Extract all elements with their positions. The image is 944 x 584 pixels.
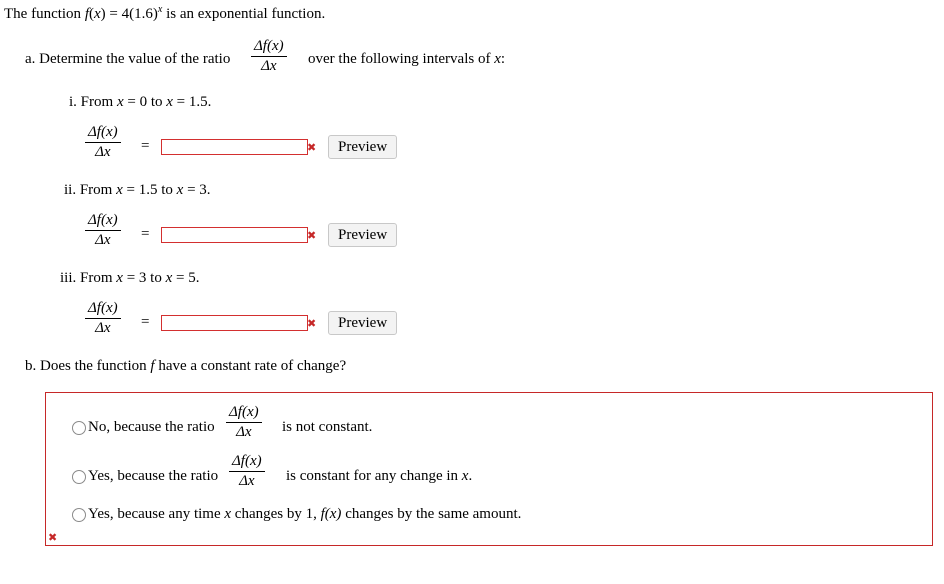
- option-no-suffix: is not constant.: [282, 419, 373, 435]
- option-yes-ratio-suffix: is constant for any change in x.: [286, 468, 473, 484]
- option-yes-amount-label: Yes, because any time x changes by 1, f(x) changes by the same amount.: [88, 506, 522, 522]
- answer-input-iii[interactable]: [161, 315, 308, 331]
- answer-input-ii[interactable]: [161, 227, 308, 243]
- option-yes-amount-radio[interactable]: [72, 508, 86, 522]
- ratio-fraction: Δf(x) Δx: [85, 212, 121, 249]
- option-yes-ratio-radio[interactable]: [72, 470, 86, 484]
- part-a-prefix: a. Determine the value of the ratio: [25, 51, 231, 67]
- part-a-suffix: over the following intervals of x:: [308, 51, 506, 67]
- option-no-label: No, because the ratio: [88, 419, 215, 435]
- ratio-fraction: Δf(x) Δx: [229, 453, 265, 490]
- answer-input-i[interactable]: [161, 139, 308, 155]
- ratio-fraction: Δf(x) Δx: [251, 38, 287, 75]
- equals-sign: =: [141, 226, 150, 242]
- ratio-fraction: Δf(x) Δx: [85, 300, 121, 337]
- interval-i-label: i. From x = 0 to x = 1.5.: [69, 94, 212, 110]
- option-no-radio[interactable]: [72, 421, 86, 435]
- ratio-fraction: Δf(x) Δx: [226, 404, 262, 441]
- ratio-fraction: Δf(x) Δx: [85, 124, 121, 161]
- preview-button-iii[interactable]: Preview: [328, 311, 397, 335]
- error-icon: ✖: [307, 141, 317, 154]
- error-icon: ✖: [48, 531, 58, 544]
- error-icon: ✖: [307, 317, 317, 330]
- problem-statement: The function $f(x) = 4(1.6)^x$ is an exponential function.: [4, 4, 326, 22]
- option-yes-ratio-label: Yes, because the ratio: [88, 468, 219, 484]
- preview-button-i[interactable]: Preview: [328, 135, 397, 159]
- interval-ii-label: ii. From x = 1.5 to x = 3.: [64, 182, 211, 198]
- equals-sign: =: [141, 314, 150, 330]
- part-b-question: b. Does the function f have a constant rate of change?: [25, 358, 347, 374]
- equals-sign: =: [141, 138, 150, 154]
- preview-button-ii[interactable]: Preview: [328, 223, 397, 247]
- error-icon: ✖: [307, 229, 317, 242]
- interval-iii-label: iii. From x = 3 to x = 5.: [60, 270, 200, 286]
